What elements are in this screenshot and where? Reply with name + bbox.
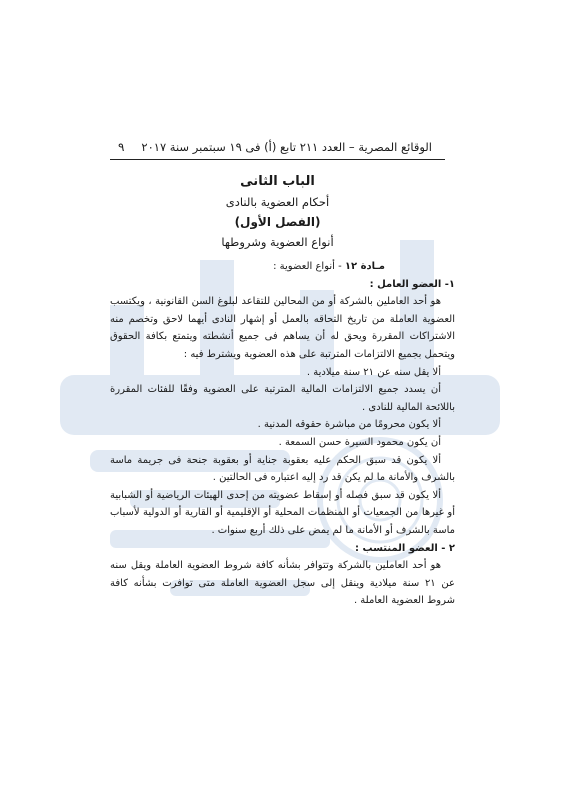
section-title: أحكام العضوية بالنادى xyxy=(225,195,330,209)
condition-item: أن يسدد جميع الالتزامات المالية المترتبة على العضوية وفقًا للفئات المقررة باللائحة المالية للنادى . xyxy=(110,384,455,413)
title-block xyxy=(110,172,445,252)
working-member-heading: ١- العضو العامل : xyxy=(369,278,455,290)
article-title: - أنواع العضوية : xyxy=(273,261,345,272)
chapter-subtitle: أنواع العضوية وشروطها xyxy=(221,235,334,249)
document-body xyxy=(110,258,455,610)
working-member-paragraph: هو أحد العاملين بالشركة أو من المحالين للتقاعد لبلوغ السن القانونية ، ويكتسب العضوية العاملة من تاريخ التحاقه بالعمل أو إشهار النادى أيهما لاحق وتخصم منه الاشتراكات المقررة ويحق له أن يساهم فى جميع أنشطته ويتمتع بكافة الحقوق ويتحمل بجميع الالتزامات المترتبة على هذه العضوية ويشترط فيه : xyxy=(110,296,455,360)
affiliated-member-paragraph: هو أحد العاملين بالشركة وتتوافر بشأنه كافة شروط العضوية العاملة ويقل سنه عن ٢١ سنة ميلادية وينقل إلى سجل العضوية العاملة متى توافرت بشأنه كافة شروط العضوية العاملة . xyxy=(110,560,455,607)
condition-item: ألا يكون محرومًا من مباشرة حقوقه المدنية . xyxy=(257,419,441,431)
affiliated-member-heading: ٢ - العضو المنتسب : xyxy=(355,542,455,554)
condition-item: ألا يكون قد سبق الحكم عليه بعقوبة جناية أو بعقوبة جنحة فى جريمة ماسة بالشرف والأمانة ما لم يكن قد رد إليه اعتباره فى الحالتين . xyxy=(110,454,455,484)
article-heading xyxy=(110,258,455,276)
condition-item: ألا يكون قد سبق فصله أو إسقاط عضويته من إحدى الهيئات الرياضية أو الشبابية أو غيرها من الجمعيات أو المنظمات المحلية أو الإقليمية أو القارية أو الدولية لأسباب ماسة بالشرف أو الأمانة ما لم يمض على ذلك أربع سنوات . xyxy=(110,489,455,536)
running-header: الوقائع المصرية – العدد ٢١١ تابع (أ) فى ١٩ سبتمبر سنة ٢٠١٧ xyxy=(141,140,432,154)
part-title: الباب الثانى xyxy=(240,174,315,189)
page-number: ٩ xyxy=(118,140,125,154)
chapter-title: (الفصل الأول) xyxy=(234,215,321,229)
condition-item: ألا يقل سنه عن ٢١ سنة ميلادية . xyxy=(306,366,441,378)
article-number: مـادة ١٢ xyxy=(344,261,385,272)
condition-item: أن يكون محمود السيرة حسن السمعة . xyxy=(278,436,441,448)
header-divider xyxy=(110,159,445,160)
